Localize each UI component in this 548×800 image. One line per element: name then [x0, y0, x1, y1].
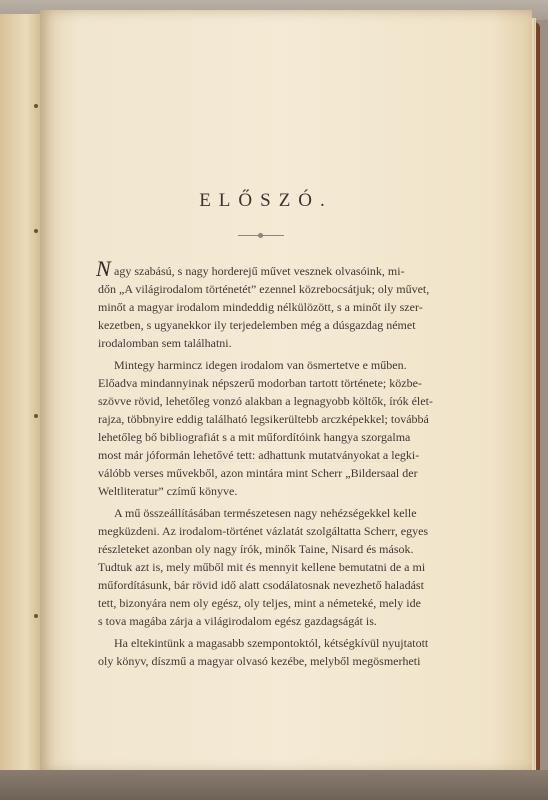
- text-line: oly könyv, díszmű a magyar olvasó kezébe, melyből megösmerheti: [98, 654, 421, 668]
- text-line: rajza, többnyire eddig található legsikerültebb arczképekkel; továbbá: [98, 412, 429, 426]
- text-line: válóbb verses művekből, azon mintára mint Scherr „Bildersaal der: [98, 466, 418, 480]
- text-line: megküzdeni. Az irodalom-történet vázlatát szolgáltatta Scherr, egyes: [98, 524, 429, 538]
- text-line: tett, bizonyára nem oly egész, oly teljes, mint a németeké, mely ide: [98, 596, 421, 610]
- binding-hole: [34, 614, 38, 618]
- text-line: Weltliteratur” czímű könyve.: [98, 484, 238, 498]
- text-line: Tudtuk azt is, mely műből mit és mennyit kellene bemutatni de a mi: [98, 560, 426, 574]
- text-line: Mintegy harmincz idegen irodalom van ösmertetve e műben.: [114, 358, 407, 372]
- text-line: s tova magába zárja a világirodalom egész gazdagságát is.: [98, 614, 377, 628]
- text-line: kezetben, s ugyanekkor ily terjedelemben még a dúsgazdag német: [98, 318, 416, 332]
- text-line: lehetőleg bő bibliografiát s a mit műfordítóink hangya szorgalma: [98, 430, 411, 444]
- text-line: Ha eltekintünk a magasabb szempontoktól, kétségkívül nyujtatott: [114, 636, 429, 650]
- text-line: Előadva mindannyinak népszerű modorban tartott története; közbe-: [98, 376, 422, 390]
- text-line: szövve rövid, lehetőleg vonzó alakban a legnagyobb költők, írók élet-: [98, 394, 433, 408]
- text-line: minőt a magyar irodalom mindeddig nélkülözött, s a minőt ily szer-: [98, 300, 423, 314]
- binding-hole: [34, 104, 38, 108]
- text-line: most már jóformán lehetővé tett: adhattunk mutatványokat a legki-: [98, 448, 420, 462]
- text-line: agy szabású, s nagy horderejű művet vesznek olvasóink, mi-: [114, 264, 405, 278]
- binding-hole: [34, 229, 38, 233]
- drop-cap: N: [96, 256, 111, 281]
- binding-hole: [34, 414, 38, 418]
- title-ornament: [238, 235, 284, 236]
- page-title: ELŐSZÓ.: [199, 190, 333, 211]
- text-line: dőn „A világirodalom történetét” ezennel közrebocsátjuk; oly művet,: [98, 282, 430, 296]
- text-line: A mű összeállításában természetesen nagy nehézségekkel kelle: [114, 506, 417, 520]
- text-line: műfordításunk, bár rövid idő alatt csodálatosnak nevezhető haladást: [98, 578, 424, 592]
- text-line: részleteket azonban oly nagy írók, minők Taine, Nisard és mások.: [98, 542, 414, 556]
- text-line: irodalomban sem találhatni.: [98, 336, 232, 350]
